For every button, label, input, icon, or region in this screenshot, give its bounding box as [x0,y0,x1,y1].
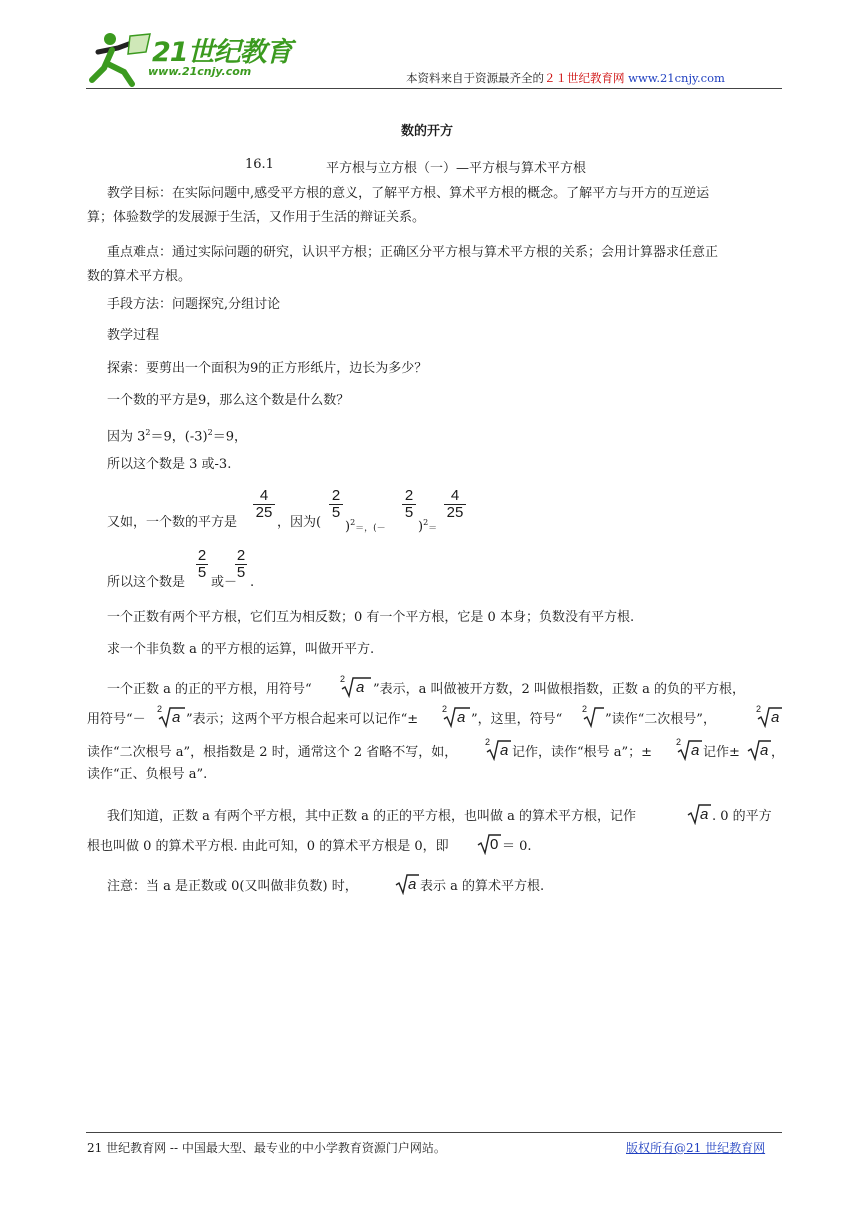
p1-line-3a: 读作“二次根号 a”，根指数是 2 时，通常这个 2 省略不写，如， [87,745,458,760]
superscript-2: 2 [145,428,151,437]
header-site-link[interactable]: ２１世纪教育网 [544,71,625,85]
question-text: 一个数的平方是9，那么这个数是什么数？ [107,393,350,408]
p1-line-2b: ”表示；这两个平方根合起来可以记作“± [186,712,419,727]
method-text: 手段方法：问题探究,分组讨论 [107,297,281,312]
example-text-b: ，因为( [277,515,322,530]
radicand: a [760,742,769,759]
p1-line-2d: ”读作“二次根号”， [605,712,716,727]
radicand: a [500,742,509,759]
example-e: ) [418,519,424,535]
definition-text: 求一个非负数 a 的平方根的运算，叫做开平方. [107,642,375,657]
fraction-numerator: 2 [402,488,416,505]
note-text-b: 表示 a 的算术平方根. [420,879,545,894]
so-line-2-c: . [250,575,255,590]
radical-index: 2 [485,737,491,747]
superscript-2: 2 [350,518,356,527]
p1-line-2c: ”，这里，符号“ [471,712,563,727]
fraction-denominator: 5 [331,504,341,521]
radical-index: 2 [756,704,762,714]
example-c: ) [345,519,351,535]
radical-index: 2 [582,704,588,714]
fraction-numerator: 4 [444,488,466,505]
because-b: ＝9，(-3) [150,429,208,445]
keypoints-line-1: 重点难点：通过实际问题的研究，认识平方根；正确区分平方根与算术平方根的关系；会用计算器求任意正 [107,245,719,260]
p1-line-4: 读作“正、负根号 a”. [87,767,208,782]
radicand: a [457,709,466,726]
radicand: a [771,709,780,726]
radical-2-a [339,676,371,698]
fraction-denominator: 25 [446,504,464,521]
radical-index: 2 [157,704,163,714]
example-d: ＝，(－ [355,523,386,534]
fraction-4-25-b [444,488,466,521]
radical-symbol [582,706,604,728]
p1-line-2a: 用符号“－ [87,712,146,727]
subtitle-number: 16.1 [245,157,274,172]
fraction-2-5-neg [402,488,416,521]
so-line-2-a: 所以这个数是 [107,575,186,590]
so-line-2-b: 或－ [211,575,238,590]
p1-line-3b: 记作，读作“根号 a”；± [512,745,653,760]
radicand: a [700,806,709,823]
p1-line-1a: 一个正数 a 的正的平方根，用符号“ [107,682,312,697]
p2-line-1a: 我们知道，正数 a 有两个平方根，其中正数 a 的正的平方根，也叫做 a 的算术平方根，记作 [107,809,637,824]
radical-index: 2 [340,674,346,684]
fraction-denominator: 5 [236,564,246,581]
explore-text: 探索：要剪出一个面积为9的正方形纸片，边长为多少？ [107,361,428,376]
because-c: ＝9， [212,429,247,445]
p1-line-3c: 记作± [703,745,740,760]
p1-line-3d: ， [771,745,785,760]
radical-pm-2-a-b [676,739,702,761]
p2-line-1b: . 0 的平方 [712,809,772,824]
p2-line-2b: ＝ 0. [502,839,532,854]
sqrt-a-arith [687,803,711,825]
radical-pm-2-a [442,706,470,728]
example-f: ＝ [428,523,438,534]
superscript-2: 2 [423,518,429,527]
keypoints-line-2: 数的算术平方根。 [87,269,192,284]
radical-index: 2 [442,704,448,714]
superscript-2: 2 [207,428,213,437]
so-line-1: 所以这个数是 3 或-3. [107,457,232,472]
fraction-2-5-neg-b [235,548,247,581]
fraction-numerator: 2 [236,547,246,564]
radicand: a [691,742,700,759]
fraction-numerator: 4 [253,488,275,505]
fraction-denominator: 5 [197,564,207,581]
goals-line-1: 教学目标：在实际问题中,感受平方根的意义，了解平方根、算术平方根的概念。了解平方与开方的互逆运 [107,186,710,201]
radicand: a [408,876,417,893]
copyright-link[interactable]: 版权所有@21 世纪教育网 [626,1141,766,1155]
subtitle-text: 平方根与立方根（一）—平方根与算术平方根 [326,161,587,176]
fraction-numerator: 2 [197,547,207,564]
fraction-denominator: 25 [255,504,273,521]
example-text-e [418,515,437,536]
positive-rule: 一个正数有两个平方根，它们互为相反数；0 有一个平方根，它是 0 本身；负数没有平方根. [107,610,635,625]
example-text-a: 又如，一个数的平方是 [107,515,238,530]
header-note-prefix: 本资料来自于资源最齐全的 [406,71,544,85]
radicand-zero: 0 [490,836,499,853]
fraction-4-25 [253,488,275,521]
header-divider [86,88,782,89]
radicand: a [172,709,181,726]
footer-divider [86,1132,782,1133]
because-a: 因为 3 [107,429,146,445]
example-text-c [345,515,386,536]
sqrt-a [747,739,771,761]
note-text-a: 注意：当 a 是正数或 0(又叫做非负数) 时， [107,879,358,894]
logo-name: 21世纪教育 [152,37,292,68]
p1-line-1b: ”表示，a 叫做被开方数，2 叫做根指数，正数 a 的负的平方根， [373,682,745,697]
fraction-2-5-pos [196,548,208,581]
radical-2-a-example [485,739,511,761]
page-title: 数的开方 [401,124,454,139]
because-line [107,425,247,445]
footer-text: 21 世纪教育网 -- 中国最大型、最专业的中小学教育资源门户网站。 [87,1141,446,1155]
fraction-numerator: 2 [329,488,343,505]
radical-index: 2 [676,737,682,747]
logo-url: www.21cnjy.com [148,65,252,78]
goals-line-2: 算；体验数学的发展源于生活，又作用于生活的辩证关系。 [87,210,426,225]
radical-neg-2-a [157,706,185,728]
fraction-denominator: 5 [404,504,414,521]
radical-2-a-end [756,706,782,728]
process-heading: 教学过程 [107,328,160,343]
radicand: a [356,679,365,696]
sqrt-zero [477,833,501,855]
sqrt-a-note [395,873,419,895]
header-note [406,70,725,86]
header-url-link[interactable]: www.21cnjy.com [628,71,725,85]
fraction-2-5 [329,488,343,521]
runner-logo-icon [88,30,158,88]
p2-line-2a: 根也叫做 0 的算术平方根. 由此可知，0 的算术平方根是 0，即 [87,839,449,854]
